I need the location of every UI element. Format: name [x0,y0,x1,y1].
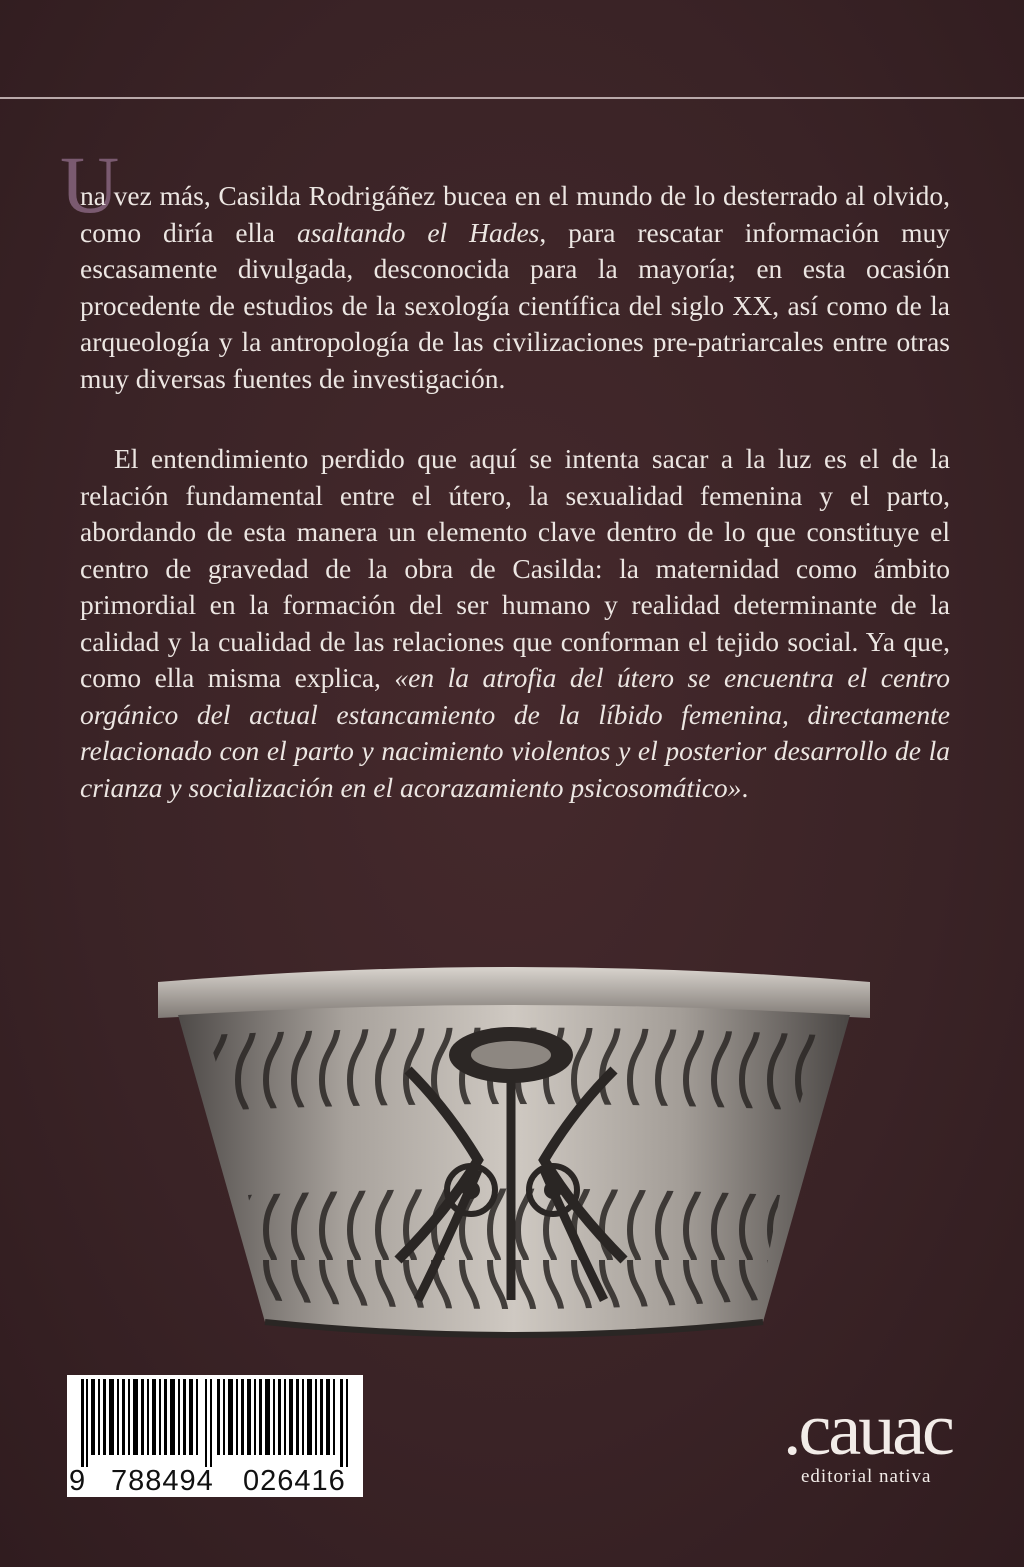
blurb-p1-text-b: , para rescatar información muy escasamente divulgada, desconocida para la mayoría; en esta ocasión procedente de estudios de la sexología científica del siglo XX, así como de la arqueología y la antropología de las civilizaciones pre-patriarcales entre otras muy diversas fuentes de investigación. [80,216,950,394]
blurb-paragraph-1 [80,178,950,397]
isbn-middle-digits: 788494 [111,1465,214,1497]
blurb-p2-quote: «en la atrofia del útero se encuentra el centro orgánico del actual estancamiento de la líbido femenina, directamente relacionado con el parto y nacimiento violentos y el posterior desarrollo de la crianza y socialización en el acorazamiento psicosomático» [80,662,950,803]
blurb-p2-text-b: . [741,771,749,803]
blurb-p2-text-a: El entendimiento perdido que aquí se intenta sacar a la luz es el de la relación fundamental entre el útero, la sexualidad femenina y el parto, abordando de esta manera un elemento clave dentro de lo que constituye el centro de gravedad de la obra de Casilda: la maternidad como ámbito primordial en la formación del ser humano y realidad determinante de la calidad y la cualidad de las relaciones que conforman el tejido social. Ya que, como ella misma explica, [80,443,950,693]
drop-cap: U [60,139,120,230]
top-rule-divider [0,97,1024,99]
blurb-p1-italic: asaltando el Hades [296,216,540,248]
blurb-paragraph-2 [80,441,950,806]
octopus-vase-image [148,960,880,1345]
publisher-logo-wordmark: .cauac [783,1389,952,1471]
barcode-bars [67,1375,363,1467]
blurb-p1-text-a: na vez más, Casilda Rodrigáñez bucea en el mundo de lo desterrado al olvido, como diría ella [80,180,950,248]
isbn-last-digits: 026416 [243,1465,346,1497]
publisher-tagline: editorial nativa [801,1466,932,1487]
publisher-logo [763,1390,963,1490]
isbn-first-digit: 9 [69,1465,86,1497]
isbn-number [67,1465,363,1497]
